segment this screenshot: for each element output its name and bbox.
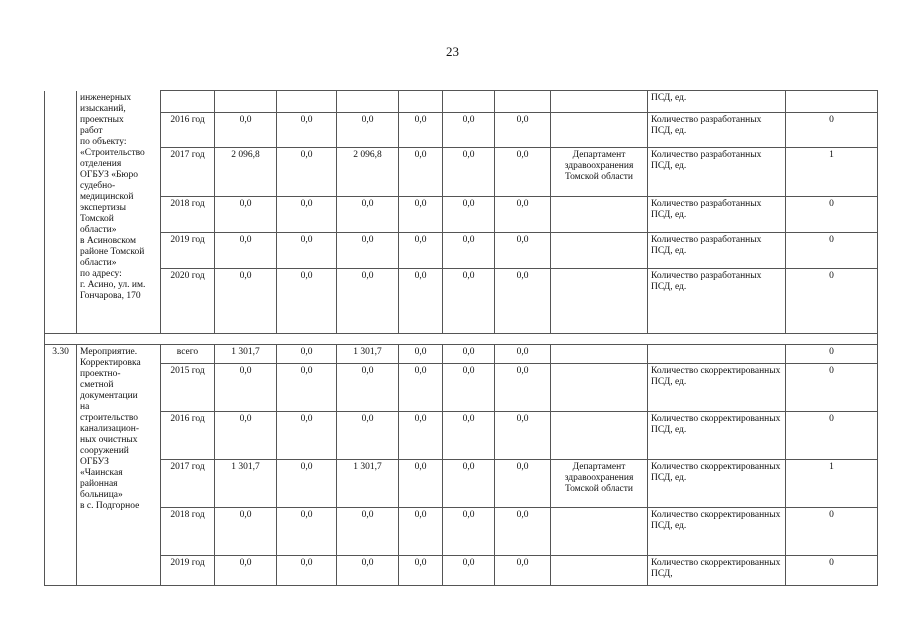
indicator-cell: Количество разработанных ПСД, ед. <box>648 113 786 148</box>
table-row <box>45 197 878 233</box>
year-cell <box>161 91 215 113</box>
indicator-cell: Количество скорректированных ПСД, ед. <box>648 508 786 556</box>
table-row <box>45 345 878 364</box>
program-table <box>44 90 878 586</box>
regional-cell <box>337 91 399 113</box>
indicator-cell: Количество разработанных ПСД, ед. <box>648 197 786 233</box>
federal-cell: 0,0 <box>277 364 337 412</box>
offbudget-cell: 0,0 <box>443 556 495 586</box>
executor-cell: Департамент здравоохранения Томской области <box>551 148 648 197</box>
item-number <box>45 91 77 334</box>
indicator-value-cell: 1 <box>786 460 878 508</box>
year-cell: 2020 год <box>161 269 215 334</box>
indicator-value-cell: 1 <box>786 148 878 197</box>
indicator-value-cell: 0 <box>786 556 878 586</box>
other-cell: 0,0 <box>495 508 551 556</box>
executor-cell <box>551 91 648 113</box>
item-number: 3.30 <box>45 345 77 586</box>
year-cell: 2019 год <box>161 233 215 269</box>
indicator-value-cell <box>786 91 878 113</box>
regional-cell: 0,0 <box>337 412 399 460</box>
indicator-value-cell: 0 <box>786 364 878 412</box>
year-cell: 2015 год <box>161 364 215 412</box>
offbudget-cell: 0,0 <box>443 345 495 364</box>
federal-cell: 0,0 <box>277 197 337 233</box>
federal-cell: 0,0 <box>277 113 337 148</box>
local-cell: 0,0 <box>399 412 443 460</box>
year-cell: 2018 год <box>161 197 215 233</box>
indicator-value-cell: 0 <box>786 345 878 364</box>
other-cell: 0,0 <box>495 233 551 269</box>
indicator-cell: Количество скорректированных ПСД, ед. <box>648 412 786 460</box>
executor-cell: Департамент здравоохранения Томской области <box>551 460 648 508</box>
table-row <box>45 556 878 586</box>
federal-cell: 0,0 <box>277 508 337 556</box>
regional-cell: 0,0 <box>337 508 399 556</box>
table-row <box>45 113 878 148</box>
indicator-value-cell: 0 <box>786 113 878 148</box>
executor-cell <box>551 412 648 460</box>
regional-cell: 2 096,8 <box>337 148 399 197</box>
offbudget-cell <box>443 91 495 113</box>
total-cell: 0,0 <box>215 197 277 233</box>
offbudget-cell: 0,0 <box>443 412 495 460</box>
total-cell: 0,0 <box>215 269 277 334</box>
total-cell: 0,0 <box>215 556 277 586</box>
regional-cell: 0,0 <box>337 269 399 334</box>
federal-cell: 0,0 <box>277 269 337 334</box>
indicator-cell: Количество разработанных ПСД, ед. <box>648 148 786 197</box>
other-cell: 0,0 <box>495 412 551 460</box>
table-row <box>45 508 878 556</box>
table-row <box>45 148 878 197</box>
executor-cell <box>551 556 648 586</box>
year-cell: 2017 год <box>161 460 215 508</box>
page-number: 23 <box>446 44 459 59</box>
regional-cell: 0,0 <box>337 556 399 586</box>
offbudget-cell: 0,0 <box>443 233 495 269</box>
regional-cell: 0,0 <box>337 233 399 269</box>
table-row <box>45 460 878 508</box>
total-cell: 0,0 <box>215 113 277 148</box>
offbudget-cell: 0,0 <box>443 148 495 197</box>
federal-cell: 0,0 <box>277 148 337 197</box>
activity-name: инженерных изысканий, проектных работ по объекту: «Строительство отделения ОГБУЗ «Бюро судебно- медицинской экспертизы Томской области» в Асиновском районе Томской области» по адресу: г. Асино, ул. им. Гончарова, 170 <box>77 91 161 334</box>
year-cell: 2019 год <box>161 556 215 586</box>
indicator-cell: Количество скорректированных ПСД, ед. <box>648 364 786 412</box>
table-row <box>45 233 878 269</box>
year-cell: 2017 год <box>161 148 215 197</box>
total-cell: 1 301,7 <box>215 345 277 364</box>
table-row <box>45 364 878 412</box>
regional-cell: 0,0 <box>337 197 399 233</box>
local-cell: 0,0 <box>399 113 443 148</box>
indicator-cell: Количество разработанных ПСД, ед. <box>648 269 786 334</box>
federal-cell: 0,0 <box>277 556 337 586</box>
indicator-value-cell: 0 <box>786 412 878 460</box>
executor-cell <box>551 197 648 233</box>
executor-cell <box>551 269 648 334</box>
indicator-value-cell: 0 <box>786 508 878 556</box>
federal-cell <box>277 91 337 113</box>
indicator-cell: Количество разработанных ПСД, ед. <box>648 233 786 269</box>
table-row <box>45 412 878 460</box>
table-row <box>45 269 878 334</box>
offbudget-cell: 0,0 <box>443 508 495 556</box>
local-cell: 0,0 <box>399 233 443 269</box>
other-cell: 0,0 <box>495 364 551 412</box>
total-cell: 0,0 <box>215 508 277 556</box>
regional-cell: 1 301,7 <box>337 345 399 364</box>
year-cell: всего <box>161 345 215 364</box>
executor-cell <box>551 345 648 364</box>
indicator-value-cell: 0 <box>786 269 878 334</box>
total-cell: 1 301,7 <box>215 460 277 508</box>
local-cell <box>399 91 443 113</box>
offbudget-cell: 0,0 <box>443 364 495 412</box>
executor-cell <box>551 113 648 148</box>
federal-cell: 0,0 <box>277 460 337 508</box>
indicator-cell: Количество скорректированных ПСД, ед. <box>648 460 786 508</box>
local-cell: 0,0 <box>399 197 443 233</box>
total-cell <box>215 91 277 113</box>
other-cell: 0,0 <box>495 197 551 233</box>
year-cell: 2016 год <box>161 113 215 148</box>
year-cell: 2016 год <box>161 412 215 460</box>
total-cell: 0,0 <box>215 364 277 412</box>
executor-cell <box>551 233 648 269</box>
federal-cell: 0,0 <box>277 412 337 460</box>
indicator-value-cell: 0 <box>786 197 878 233</box>
local-cell: 0,0 <box>399 345 443 364</box>
activity-name: Мероприятие. Корректировка проектно- сметной документации на строительство канализацион- ных очистных сооружений ОГБУЗ «Чаинская районная больница» в с. Подгорное <box>77 345 161 586</box>
regional-cell: 0,0 <box>337 364 399 412</box>
indicator-cell <box>648 345 786 364</box>
total-cell: 0,0 <box>215 412 277 460</box>
local-cell: 0,0 <box>399 364 443 412</box>
local-cell: 0,0 <box>399 508 443 556</box>
other-cell: 0,0 <box>495 113 551 148</box>
local-cell: 0,0 <box>399 269 443 334</box>
offbudget-cell: 0,0 <box>443 269 495 334</box>
other-cell: 0,0 <box>495 269 551 334</box>
offbudget-cell: 0,0 <box>443 460 495 508</box>
other-cell: 0,0 <box>495 556 551 586</box>
other-cell: 0,0 <box>495 345 551 364</box>
regional-cell: 0,0 <box>337 113 399 148</box>
regional-cell: 1 301,7 <box>337 460 399 508</box>
indicator-cell: ПСД, ед. <box>648 91 786 113</box>
table-row <box>45 91 878 113</box>
other-cell <box>495 91 551 113</box>
local-cell: 0,0 <box>399 460 443 508</box>
year-cell: 2018 год <box>161 508 215 556</box>
total-cell: 2 096,8 <box>215 148 277 197</box>
other-cell: 0,0 <box>495 148 551 197</box>
local-cell: 0,0 <box>399 556 443 586</box>
executor-cell <box>551 364 648 412</box>
executor-cell <box>551 508 648 556</box>
indicator-value-cell: 0 <box>786 233 878 269</box>
federal-cell: 0,0 <box>277 233 337 269</box>
indicator-cell: Количество скорректированных ПСД, <box>648 556 786 586</box>
total-cell: 0,0 <box>215 233 277 269</box>
offbudget-cell: 0,0 <box>443 197 495 233</box>
local-cell: 0,0 <box>399 148 443 197</box>
federal-cell: 0,0 <box>277 345 337 364</box>
offbudget-cell: 0,0 <box>443 113 495 148</box>
other-cell: 0,0 <box>495 460 551 508</box>
